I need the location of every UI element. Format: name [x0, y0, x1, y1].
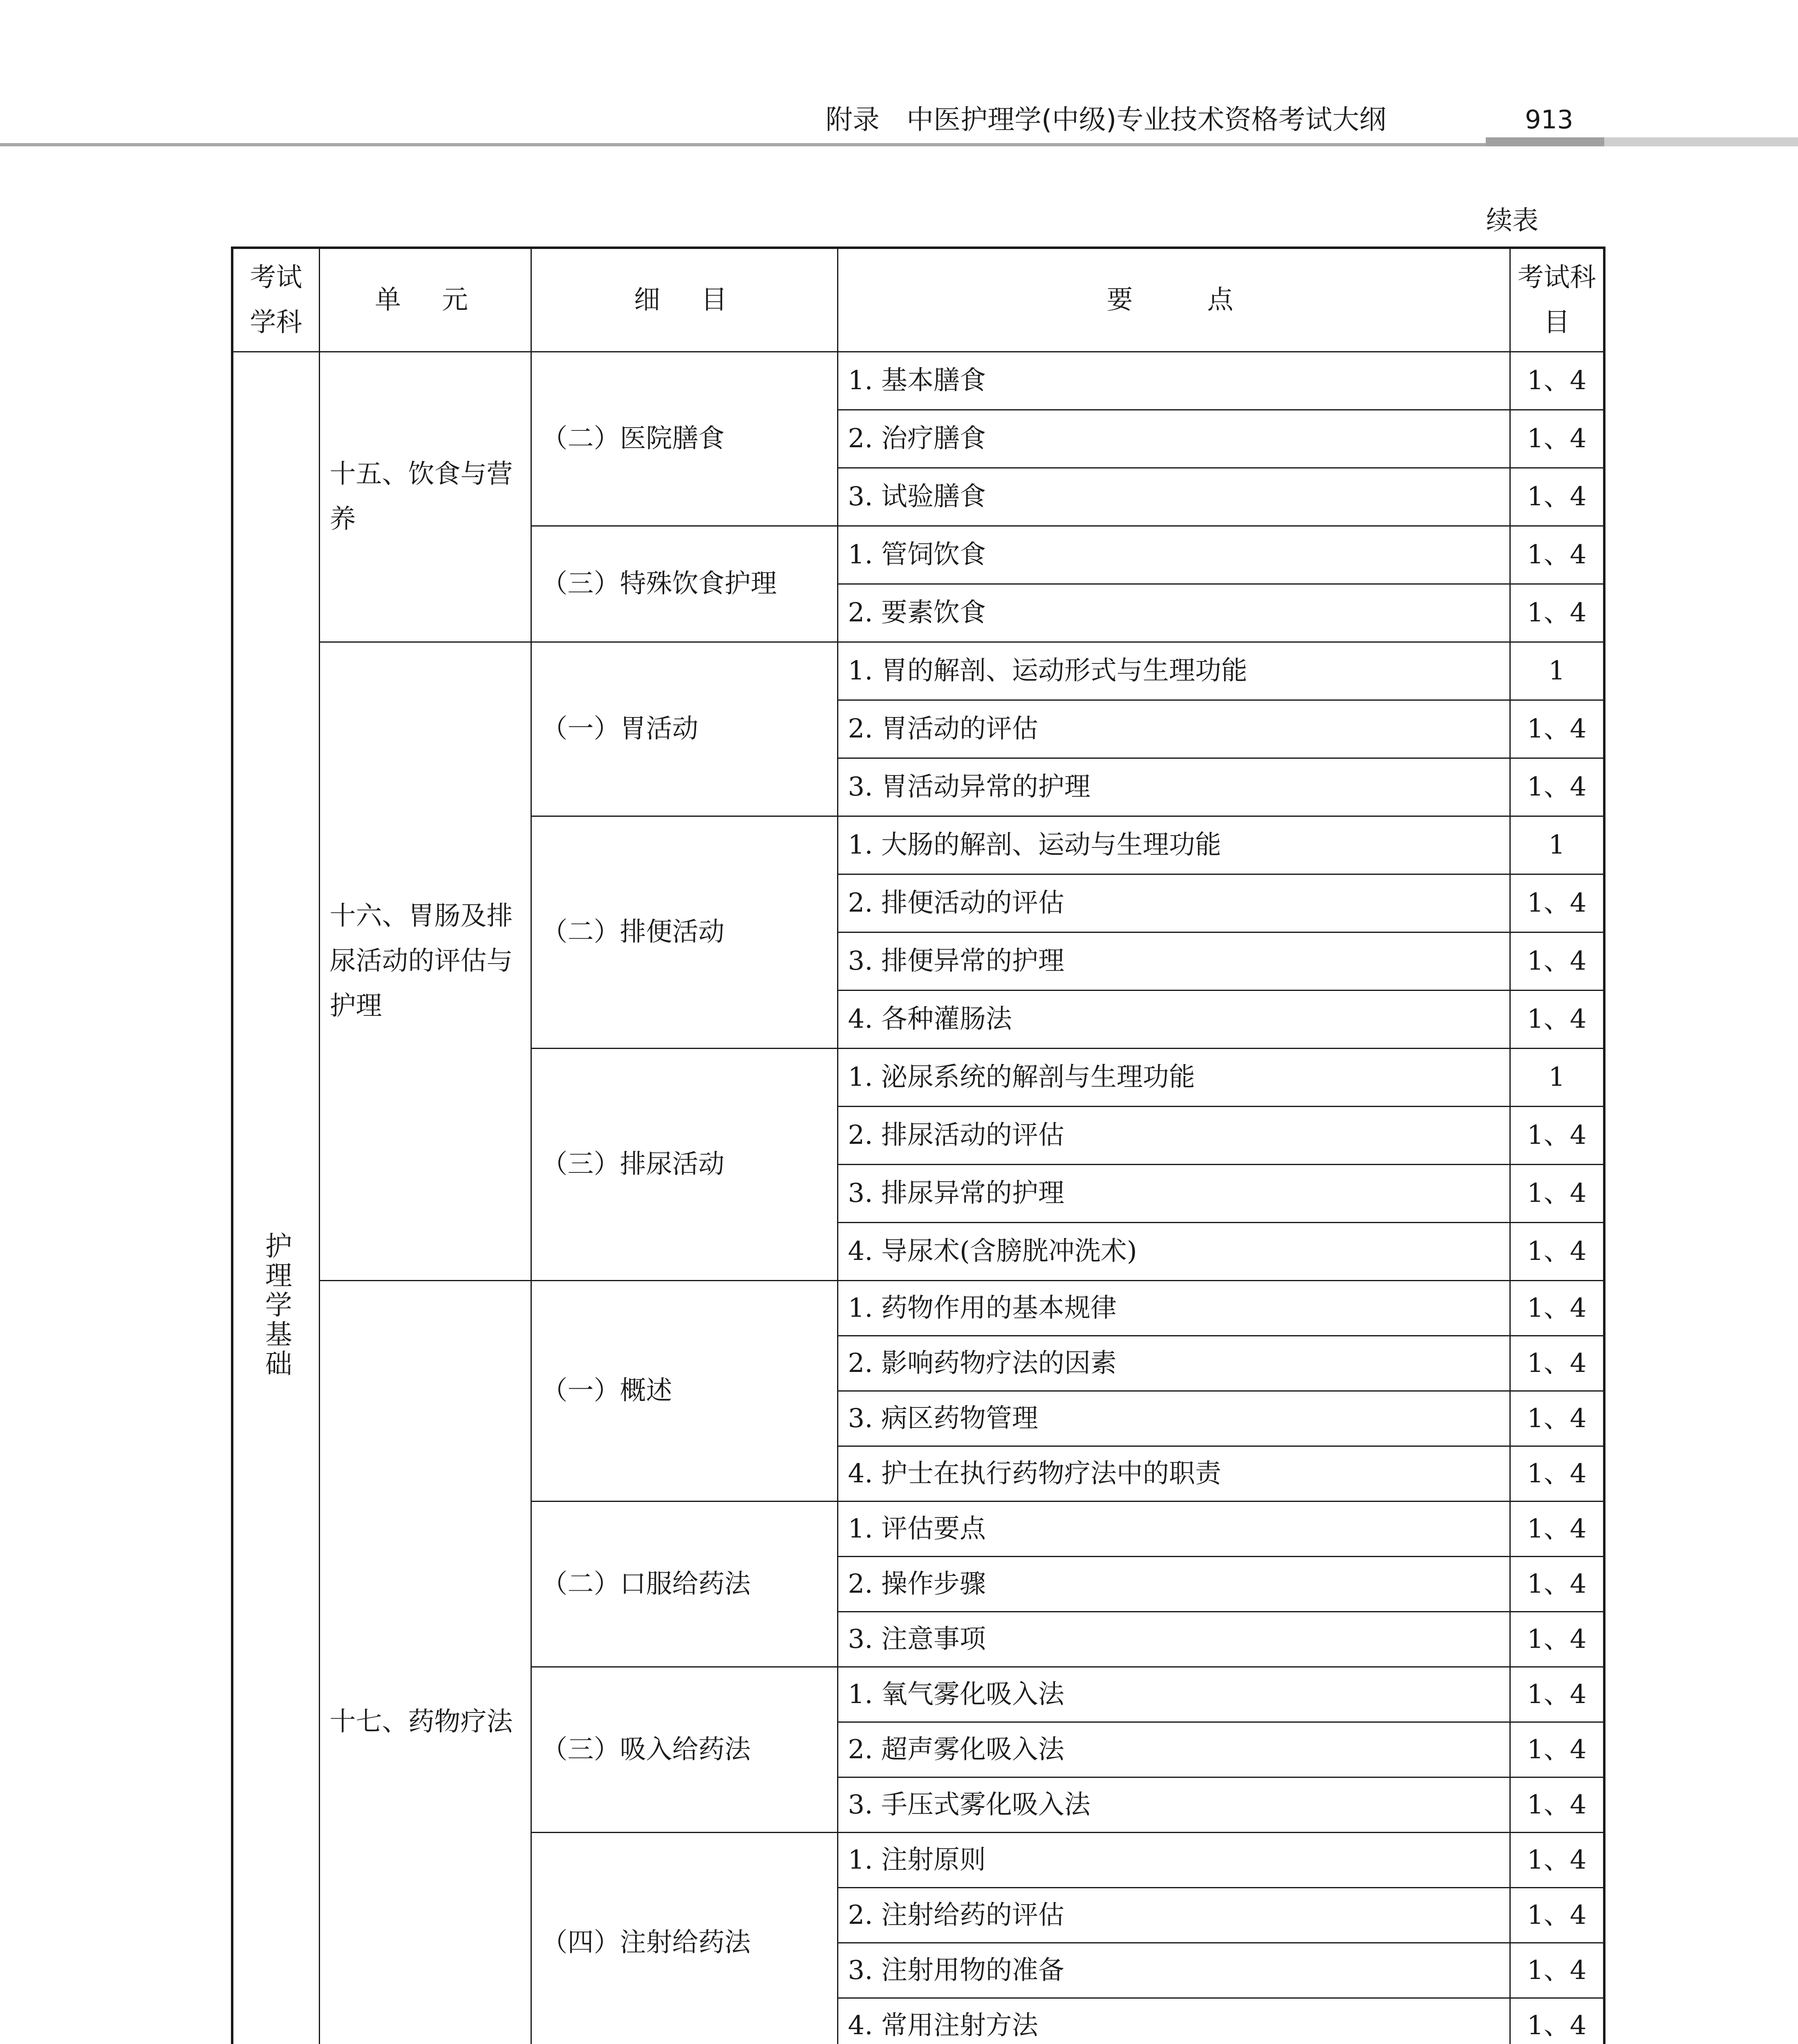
score-cell: 1、4 — [1510, 526, 1604, 584]
score-cell: 1 — [1510, 1048, 1604, 1106]
table-row — [232, 352, 1604, 410]
score-cell: 1、4 — [1510, 1611, 1604, 1667]
point-cell: 4. 导尿术(含膀胱冲洗术) — [837, 1222, 1510, 1280]
point-cell: 4. 常用注射方法 — [837, 1998, 1510, 2044]
detail-cell: （三）排尿活动 — [531, 1048, 837, 1280]
point-cell: 2. 治疗膳食 — [837, 410, 1510, 468]
point-cell: 4. 各种灌肠法 — [837, 990, 1510, 1048]
score-cell: 1、4 — [1510, 352, 1604, 410]
unit-cell: 十六、胃肠及排尿活动的评估与护理 — [319, 642, 531, 1280]
header-rule-accent-light — [1604, 137, 1798, 146]
detail-cell: （二）医院膳食 — [531, 352, 837, 526]
point-cell: 1. 药物作用的基本规律 — [837, 1280, 1510, 1336]
continued-label: 续表 — [1486, 206, 1538, 236]
point-cell: 3. 胃活动异常的护理 — [837, 758, 1510, 816]
header-score: 考试科目 — [1510, 248, 1604, 352]
score-cell: 1、4 — [1510, 874, 1604, 932]
score-cell: 1、4 — [1510, 1106, 1604, 1164]
point-cell: 3. 手压式雾化吸入法 — [837, 1777, 1510, 1832]
point-cell: 2. 超声雾化吸入法 — [837, 1722, 1510, 1777]
score-cell: 1、4 — [1510, 1280, 1604, 1336]
point-cell: 1. 基本膳食 — [837, 352, 1510, 410]
point-cell: 3. 注意事项 — [837, 1611, 1510, 1667]
score-cell: 1、4 — [1510, 1336, 1604, 1391]
header-rule-accent-dark — [1486, 137, 1604, 146]
header-subject: 考试学科 — [232, 248, 319, 352]
score-cell: 1、4 — [1510, 932, 1604, 990]
table-row — [232, 1280, 1604, 1336]
score-cell: 1、4 — [1510, 1832, 1604, 1887]
point-cell: 3. 病区药物管理 — [837, 1391, 1510, 1446]
table-row — [232, 642, 1604, 700]
header-points: 要 点 — [837, 248, 1510, 352]
point-cell: 2. 操作步骤 — [837, 1556, 1510, 1611]
score-cell: 1、4 — [1510, 1391, 1604, 1446]
running-header-title: 附录 中医护理学(中级)专业技术资格考试大纲 — [826, 104, 1386, 135]
point-cell: 1. 评估要点 — [837, 1501, 1510, 1556]
point-cell: 3. 试验膳食 — [837, 468, 1510, 526]
score-cell: 1、4 — [1510, 1722, 1604, 1777]
detail-cell: （四）注射给药法 — [531, 1832, 837, 2044]
detail-cell: （一）胃活动 — [531, 642, 837, 816]
score-cell: 1、4 — [1510, 584, 1604, 642]
score-cell: 1 — [1510, 642, 1604, 700]
table-header-row — [232, 248, 1604, 352]
point-cell: 1. 泌尿系统的解剖与生理功能 — [837, 1048, 1510, 1106]
score-cell: 1、4 — [1510, 700, 1604, 758]
score-cell: 1、4 — [1510, 410, 1604, 468]
score-cell: 1、4 — [1510, 1998, 1604, 2044]
score-cell: 1、4 — [1510, 758, 1604, 816]
score-cell: 1、4 — [1510, 1887, 1604, 1943]
subject-name: 护理学基础 — [260, 1232, 292, 1379]
point-cell: 3. 排便异常的护理 — [837, 932, 1510, 990]
point-cell: 4. 护士在执行药物疗法中的职责 — [837, 1446, 1510, 1501]
subject-cell — [232, 352, 319, 2044]
score-cell: 1、4 — [1510, 1943, 1604, 1998]
detail-cell: （二）口服给药法 — [531, 1501, 837, 1667]
syllabus-body — [232, 352, 1604, 2044]
point-cell: 1. 管饲饮食 — [837, 526, 1510, 584]
detail-cell: （二）排便活动 — [531, 816, 837, 1048]
point-cell: 3. 排尿异常的护理 — [837, 1164, 1510, 1222]
page-number: 913 — [1525, 105, 1574, 134]
point-cell: 1. 大肠的解剖、运动与生理功能 — [837, 816, 1510, 874]
point-cell: 2. 注射给药的评估 — [837, 1887, 1510, 1943]
point-cell: 2. 胃活动的评估 — [837, 700, 1510, 758]
syllabus-table — [231, 247, 1605, 2044]
point-cell: 2. 影响药物疗法的因素 — [837, 1336, 1510, 1391]
score-cell: 1、4 — [1510, 468, 1604, 526]
point-cell: 1. 氧气雾化吸入法 — [837, 1667, 1510, 1722]
score-cell: 1、4 — [1510, 1501, 1604, 1556]
point-cell: 1. 注射原则 — [837, 1832, 1510, 1887]
point-cell: 2. 排尿活动的评估 — [837, 1106, 1510, 1164]
header-detail: 细 目 — [531, 248, 837, 352]
score-cell: 1、4 — [1510, 1777, 1604, 1832]
detail-cell: （三）特殊饮食护理 — [531, 526, 837, 642]
detail-cell: （三）吸入给药法 — [531, 1667, 837, 1832]
header-unit: 单 元 — [319, 248, 531, 352]
unit-cell: 十五、饮食与营养 — [319, 352, 531, 642]
point-cell: 2. 要素饮食 — [837, 584, 1510, 642]
point-cell: 3. 注射用物的准备 — [837, 1943, 1510, 1998]
score-cell: 1、4 — [1510, 990, 1604, 1048]
score-cell: 1、4 — [1510, 1556, 1604, 1611]
unit-cell: 十七、药物疗法 — [319, 1280, 531, 2044]
point-cell: 2. 排便活动的评估 — [837, 874, 1510, 932]
score-cell: 1 — [1510, 816, 1604, 874]
point-cell: 1. 胃的解剖、运动形式与生理功能 — [837, 642, 1510, 700]
score-cell: 1、4 — [1510, 1446, 1604, 1501]
score-cell: 1、4 — [1510, 1667, 1604, 1722]
score-cell: 1、4 — [1510, 1164, 1604, 1222]
score-cell: 1、4 — [1510, 1222, 1604, 1280]
detail-cell: （一）概述 — [531, 1280, 837, 1501]
